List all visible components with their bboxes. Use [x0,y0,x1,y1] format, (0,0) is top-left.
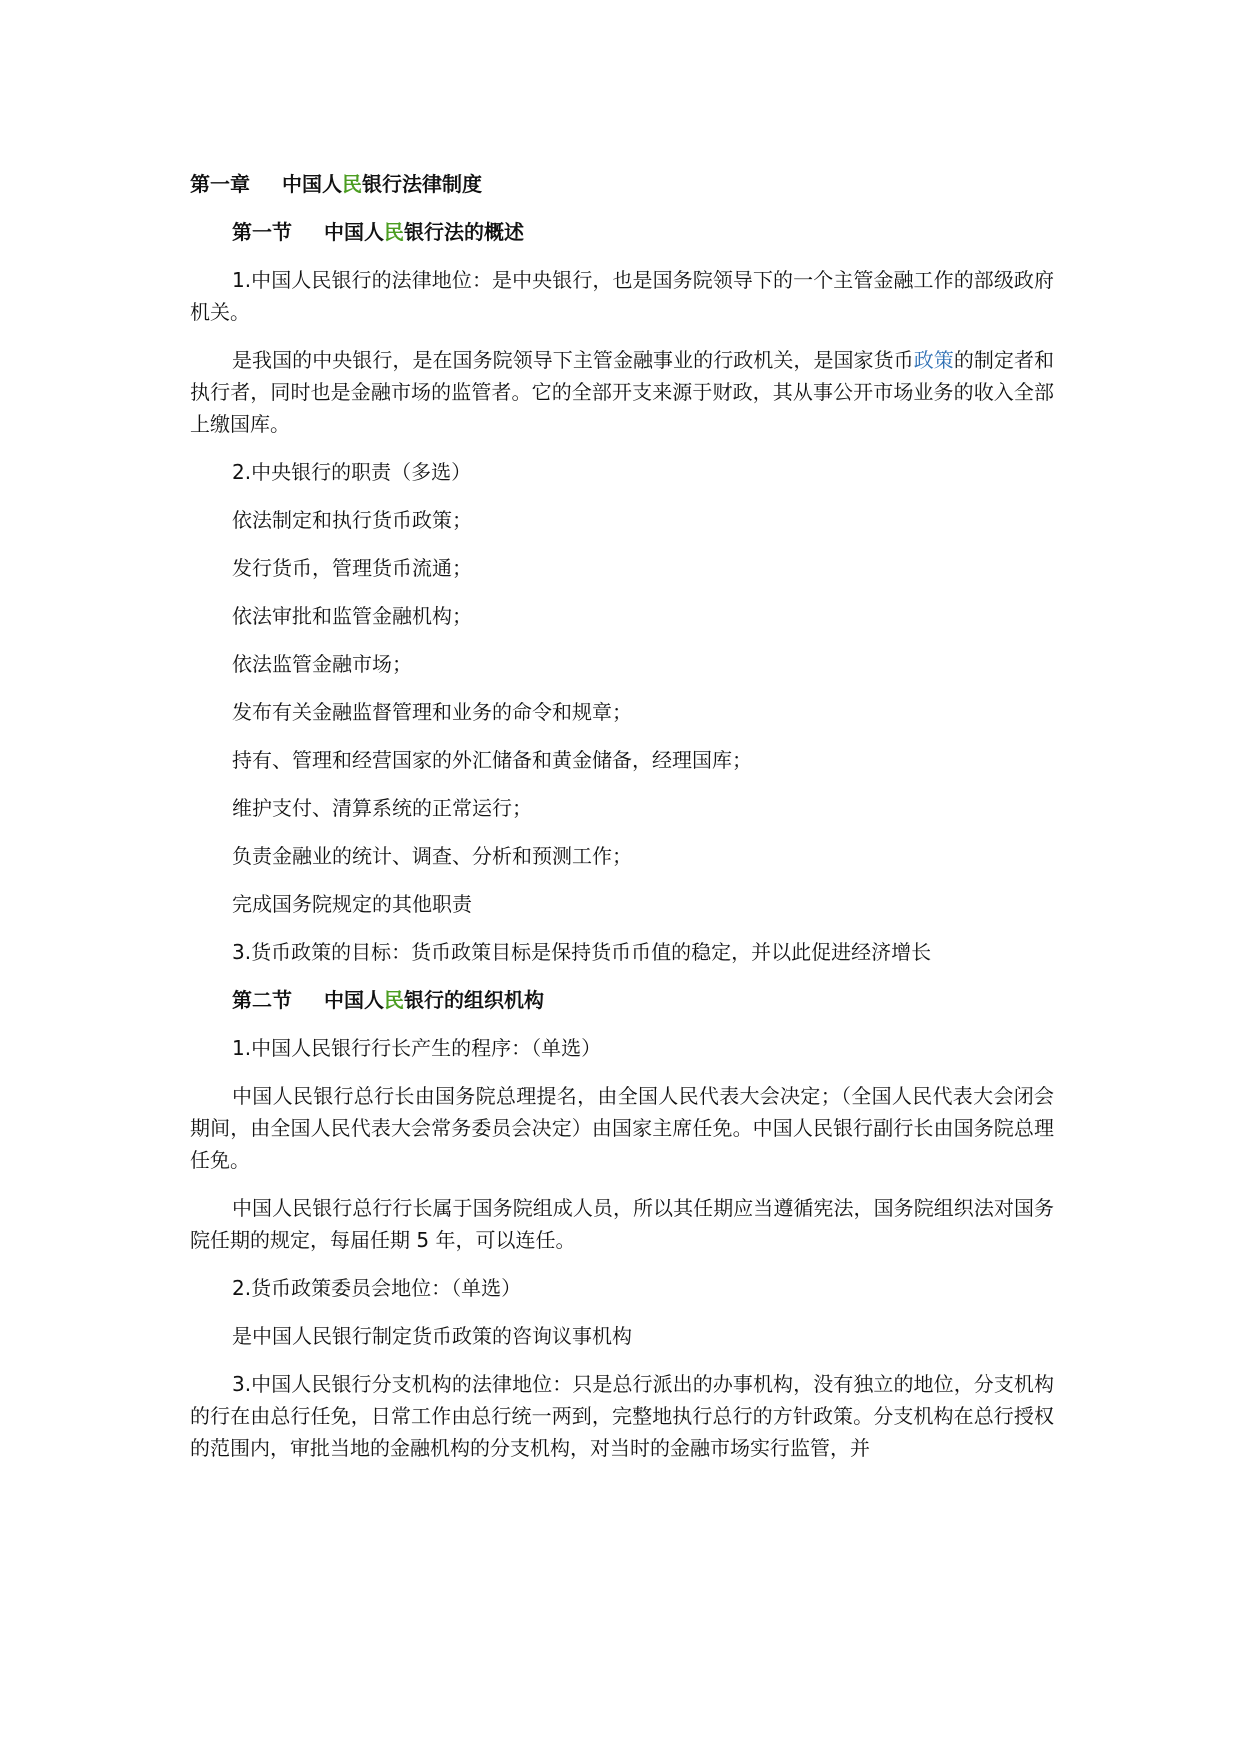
paragraph-branch-status: 3.中国人民银行分支机构的法律地位：只是总行派出的办事机构，没有独立的地位，分支机构的行在由总行任免，日常工作由总行统一两到，完整地执行总行的方针政策。分支机构在总行授权的范围内，审批当地的金融机构的分支机构，对当时的金融市场实行监管，并 [190,1372,1054,1460]
chapter-title-part: 中国人 [282,172,342,196]
section-title-highlight: 民 [384,988,404,1012]
paragraph-committee-status: 2.货币政策委员会地位：（单选） [232,1276,522,1300]
paragraph-governor-appointment: 中国人民银行总行长由国务院总理提名，由全国人民代表大会决定；（全国人民代表大会闭会期间，由全国人民代表大会常务委员会决定）由国家主席任免。中国人民银行副行长由国务院总理任免。 [190,1084,1054,1172]
paragraph-committee-role: 是中国人民银行制定货币政策的咨询议事机构 [232,1324,632,1348]
section-title-highlight: 民 [384,220,404,244]
chapter-number: 第一章 [190,172,250,196]
duty-item: 发行货币，管理货币流通； [232,556,472,580]
document-body [190,168,1054,1480]
duty-item: 发布有关金融监督管理和业务的命令和规章； [232,700,632,724]
section-heading-2 [190,984,1054,1016]
chapter-title-highlight: 民 [342,172,362,196]
paragraph-policy-goal: 3.货币政策的目标：货币政策目标是保持货币币值的稳定，并以此促进经济增长 [232,940,932,964]
duty-item: 负责金融业的统计、调查、分析和预测工作； [232,844,632,868]
duty-item: 完成国务院规定的其他职责 [232,892,472,916]
duty-item: 维护支付、清算系统的正常运行； [232,796,532,820]
section-heading-1 [190,216,1054,248]
paragraph-legal-status: 1.中国人民银行的法律地位：是中央银行，也是国务院领导下的一个主管金融工作的部级政府机关。 [190,268,1054,324]
section-number: 第一节 [232,220,292,244]
duty-item: 依法监管金融市场； [232,652,412,676]
duty-item: 依法制定和执行货币政策； [232,508,472,532]
paragraph-governor-procedure: 1.中国人民银行行长产生的程序：（单选） [232,1036,602,1060]
section-number: 第二节 [232,988,292,1012]
section-title-part: 中国人 [324,988,384,1012]
section-title-part: 中国人 [324,220,384,244]
duty-item: 依法审批和监管金融机构； [232,604,472,628]
paragraph-text: 的制定者和执行者，同时也是金融市场的监管者。它的全部开支来源于财政，其从事公开市场业务的收入全部上缴国库。 [190,348,1055,436]
chapter-heading [190,168,1054,200]
paragraph-governor-term: 中国人民银行总行行长属于国务院组成人员，所以其任期应当遵循宪法，国务院组织法对国务院任期的规定，每届任期 5 年，可以连任。 [190,1196,1054,1252]
paragraph-text: 是我国的中央银行，是在国务院领导下主管金融事业的行政机关，是国家货币 [232,348,914,372]
paragraph-central-bank [190,344,1054,440]
section-title-part: 银行的组织机构 [404,988,544,1012]
chapter-title-part: 银行法律制度 [362,172,482,196]
policy-link[interactable]: 政策 [913,348,954,372]
paragraph-duties-heading: 2.中央银行的职责（多选） [232,460,472,484]
duty-item: 持有、管理和经营国家的外汇储备和黄金储备，经理国库； [232,748,752,772]
section-title-part: 银行法的概述 [404,220,524,244]
